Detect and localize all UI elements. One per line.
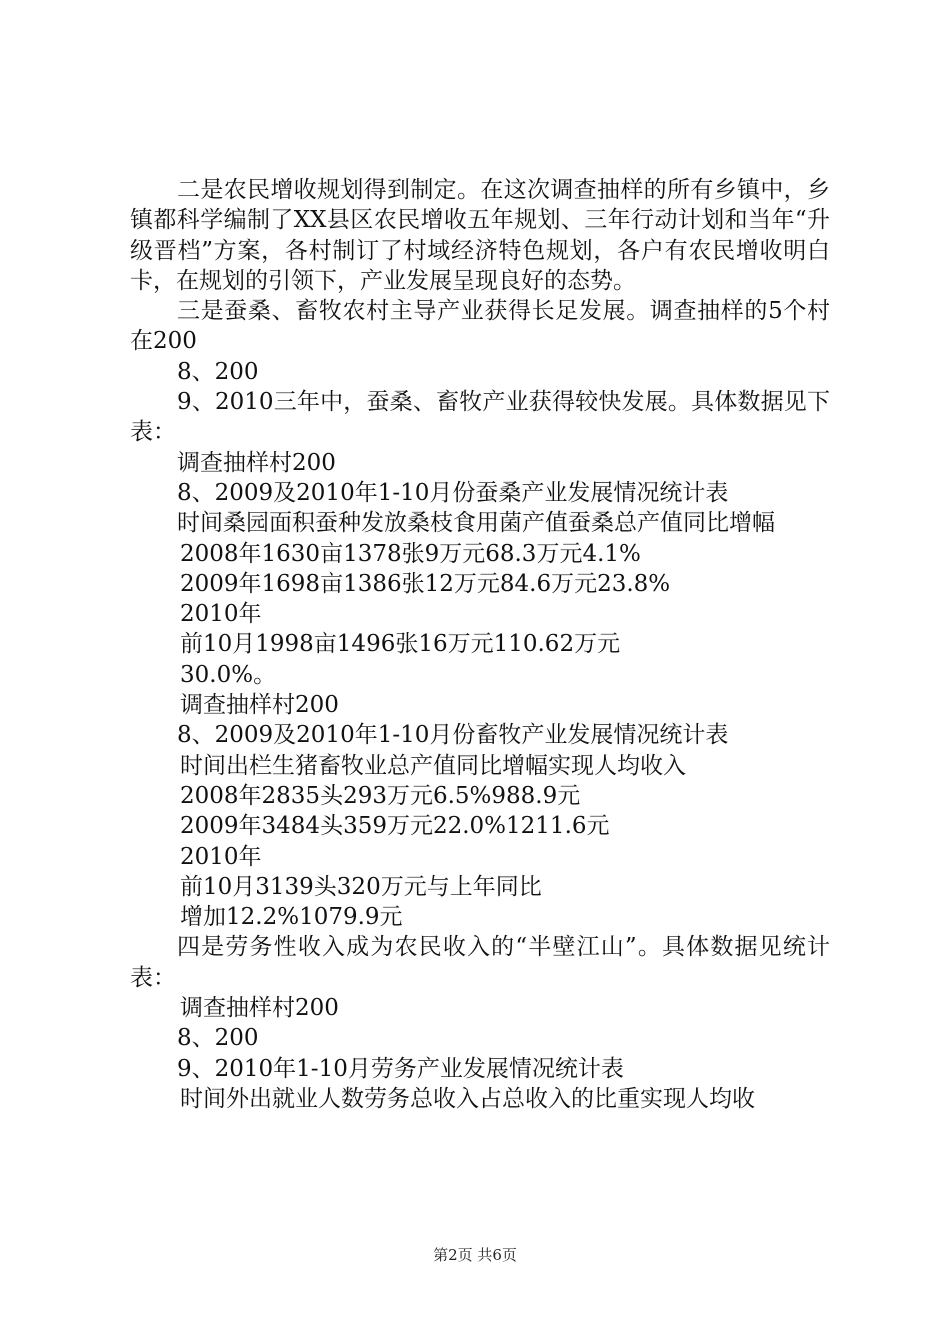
paragraph-plan: 二是农民增收规划得到制定。在这次调查抽样的所有乡镇中，乡镇都科学编制了XX县区农民增收五年规划、三年行动计划和当年“升级晋档”方案，各村制订了村域经济特色规划，各户有农民增收明白卡，在规划的引领下，产业发展呈现良好的态势。 (130, 177, 830, 294)
paragraph-labor-income: 四是劳务性收入成为农民收入的“半壁江山”。具体数据见统计表： (130, 934, 830, 991)
table-row: 30.0%。 (180, 661, 277, 688)
table-row: 2009年3484头359万元22.0%1211.6元 (180, 813, 610, 840)
text-line: 调查抽样村200 (180, 692, 339, 719)
text-line: 调查抽样村200 (177, 449, 336, 476)
table-row: 前10月3139头320万元与上年同比 (180, 873, 542, 900)
table-row: 2010年 (180, 843, 262, 870)
table-row: 2010年 (180, 601, 262, 628)
table-row: 2008年1630亩1378张9万元68.3万元4.1% (180, 540, 641, 567)
text-line: 8、200 (177, 358, 259, 385)
table-header-sericulture: 时间桑园面积蚕种发放桑枝食用菌产值蚕桑总产值同比增幅 (177, 510, 775, 537)
text-line: 8、200 (177, 1025, 259, 1052)
table-caption-labor: 9、2010年1-10月劳务产业发展情况统计表 (177, 1055, 624, 1082)
table-header-labor: 时间外出就业人数劳务总收入占总收入的比重实现人均收 (180, 1085, 755, 1112)
table-row: 增加12.2%1079.9元 (180, 904, 403, 931)
document-body (130, 175, 830, 1114)
text-line: 调查抽样村200 (180, 995, 339, 1022)
paragraph-sericulture-growth: 9、2010三年中，蚕桑、畜牧产业获得较快发展。具体数据见下表： (130, 389, 830, 446)
table-caption-sericulture: 8、2009及2010年1-10月份蚕桑产业发展情况统计表 (177, 479, 729, 506)
paragraph-sericulture-intro: 三是蚕桑、畜牧农村主导产业获得长足发展。调查抽样的5个村在200 (130, 298, 830, 355)
table-caption-livestock: 8、2009及2010年1-10月份畜牧产业发展情况统计表 (177, 722, 729, 749)
table-row: 2008年2835头293万元6.5%988.9元 (180, 782, 581, 809)
page-number-footer: 第2页 共6页 (433, 1246, 517, 1264)
table-row: 2009年1698亩1386张12万元84.6万元23.8% (180, 570, 671, 597)
table-row: 前10月1998亩1496张16万元110.62万元 (180, 631, 621, 658)
table-header-livestock: 时间出栏生猪畜牧业总产值同比增幅实现人均收入 (180, 752, 686, 779)
